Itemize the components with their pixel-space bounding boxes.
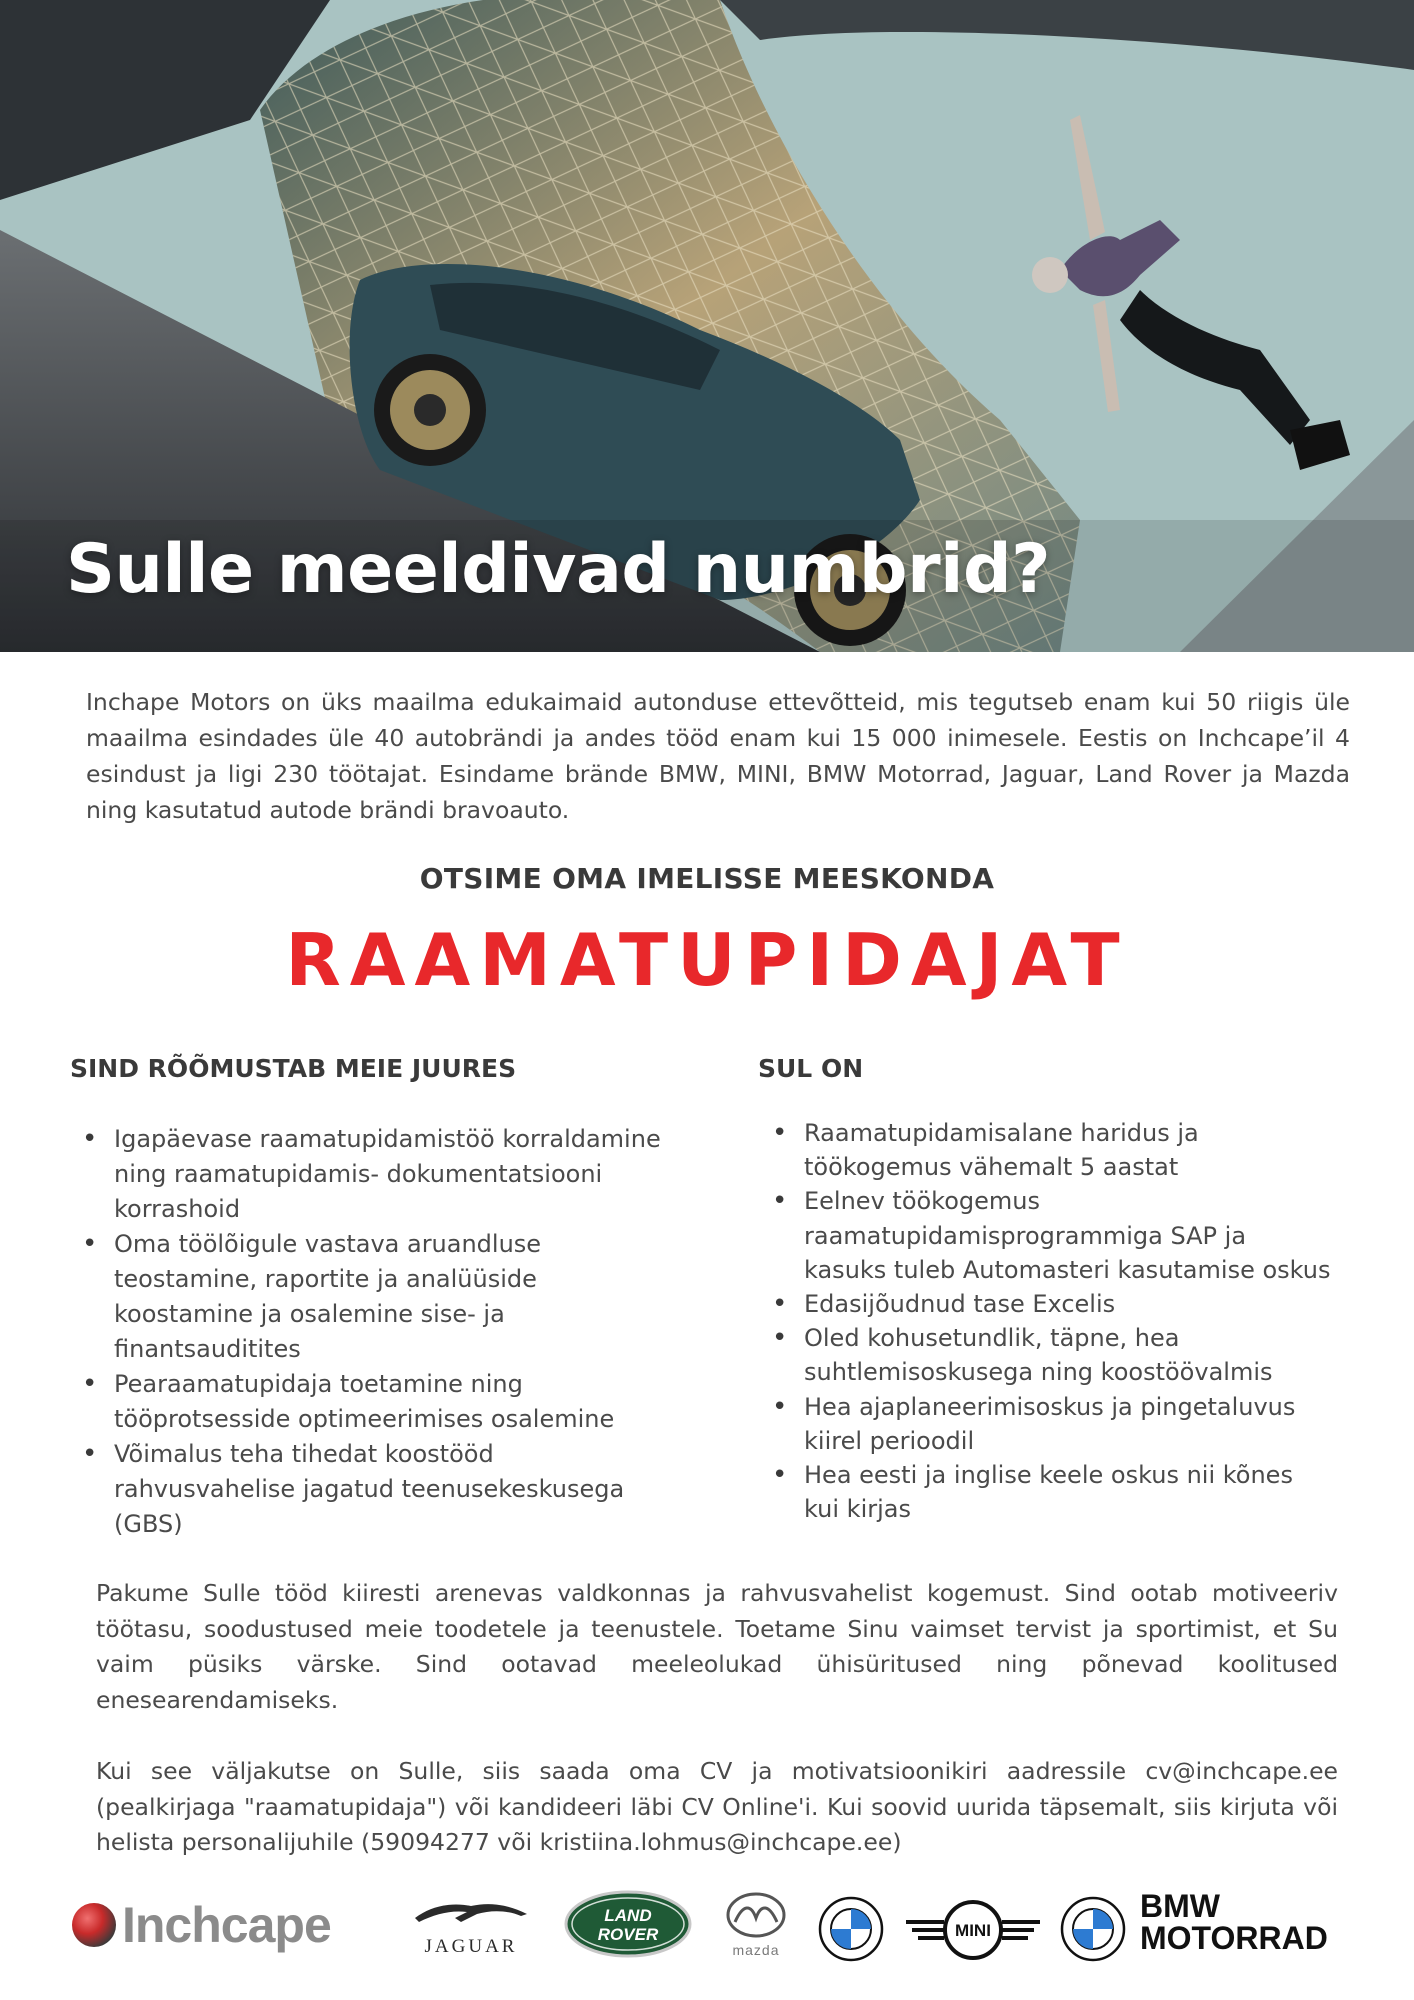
list-item: • Hea ajaplaneerimisoskus ja pingetaluvus kiirel perioodil (772, 1390, 1332, 1458)
apply-paragraph: Kui see väljakutse on Sulle, siis saada oma CV ja motivatsioonikiri aadressile cv@inchcape.ee (pealkirjaga "raamatupidaja") või kandideeri läbi CV Online'i. Kui soovid uurida täpsemalt, siis kirjuta või helista personalijuhile (59094277 või kristiina.lohmus@inchcape.ee) (96, 1757, 1338, 1856)
team-subheading: OTSIME OMA IMELISSE MEESKONDA (419, 862, 995, 895)
jaguar-logo (402, 1892, 540, 1958)
bmw-motorrad-wordmark (1140, 1890, 1328, 1954)
intro-paragraph: Inchape Motors on üks maailma edukaimaid autonduse ettevõtteid, mis tegutseb enam kui 50 riigis üle maailma esindades üle 40 autobrändi ja andes tööd enam kui 15 000 inimesele. Eestis on Inchcape’il 4 esindust ja ligi 230 töötajat. Esindame brände BMW, MINI, BMW Motorrad, Jaguar, Land Rover ja Mazda ning kasutatud autode brändi bravoauto. (86, 688, 1350, 824)
benefits-list (82, 1122, 682, 1542)
offer-paragraph: Pakume Sulle tööd kiiresti arenevas valdkonnas ja rahvusvahelist kogemust. Sind ootab motiveeriv töötasu, soodustused meie toodetele ja teenustele. Toetame Sinu vaimset tervist ja sportimist, et Su vaim püsiks värske. Sind ootavad meeleolukad ühisüritused ning põnevad koolitused enesearendamiseks. (96, 1579, 1338, 1714)
mini-logo (904, 1896, 1042, 1966)
inchcape-logo (70, 1896, 331, 1954)
mini-wordmark: MINI (955, 1921, 991, 1940)
benefits-heading: SIND RÕÕMUSTAB MEIE JUURES (70, 1054, 517, 1083)
list-item: • Pearaamatupidaja toetamine ning tööprotsesside optimeerimises osalemine (82, 1367, 682, 1437)
requirements-heading: SUL ON (758, 1054, 864, 1083)
bmw-motorrad-line1: BMW (1140, 1888, 1220, 1924)
jaguar-wordmark: JAGUAR (424, 1936, 518, 1957)
land-rover-line1: LAND (604, 1906, 652, 1925)
mazda-wordmark: mazda (732, 1942, 780, 1958)
list-item: • Eelnev töökogemus raamatupidamisprogrammiga SAP ja kasuks tuleb Automasteri kasutamise oskus (772, 1184, 1332, 1287)
brand-logos (0, 1880, 1414, 1990)
bmw-roundel-icon (1060, 1896, 1126, 1962)
list-item: • Hea eesti ja inglise keele oskus nii kõnes kui kirjas (772, 1458, 1332, 1526)
list-item: • Võimalus teha tihedat koostööd rahvusvahelise jagatud teenusekeskusega (GBS) (82, 1437, 682, 1542)
inchcape-sphere-icon (70, 1901, 118, 1949)
requirements-list (772, 1116, 1332, 1526)
bmw-logo (818, 1896, 884, 1966)
list-item: • Raamatupidamisalane haridus ja töökogemus vähemalt 5 aastat (772, 1116, 1332, 1184)
inchcape-wordmark: Inchcape (122, 1897, 331, 1953)
jaguar-leaper-icon (411, 1892, 531, 1930)
bmw-roundel-icon (818, 1896, 884, 1962)
list-item: • Oma töölõigule vastava aruandluse teostamine, raportite ja analüüside koostamine ja osalemine sise- ja finantsauditites (82, 1227, 682, 1367)
land-rover-logo (564, 1890, 692, 1962)
list-item: • Igapäevase raamatupidamistöö korraldamine ning raamatupidamis- dokumentatsiooni korrashoid (82, 1122, 682, 1227)
list-item: • Edasijõudnud tase Excelis (772, 1287, 1332, 1321)
hero-image (0, 0, 1414, 652)
list-item: • Oled kohusetundlik, täpne, hea suhtlemisoskusega ning koostöövalmis (772, 1321, 1332, 1389)
bmw-motorrad-roundel (1060, 1896, 1126, 1966)
land-rover-line2: ROVER (597, 1925, 659, 1944)
hero-title: Sulle meeldivad numbrid? (66, 530, 1051, 609)
bmw-motorrad-line2: MOTORRAD (1140, 1920, 1328, 1956)
job-title: RAAMATUPIDAJAT (285, 918, 1129, 1002)
mazda-emblem-icon (725, 1892, 787, 1938)
mazda-logo (716, 1892, 796, 1958)
